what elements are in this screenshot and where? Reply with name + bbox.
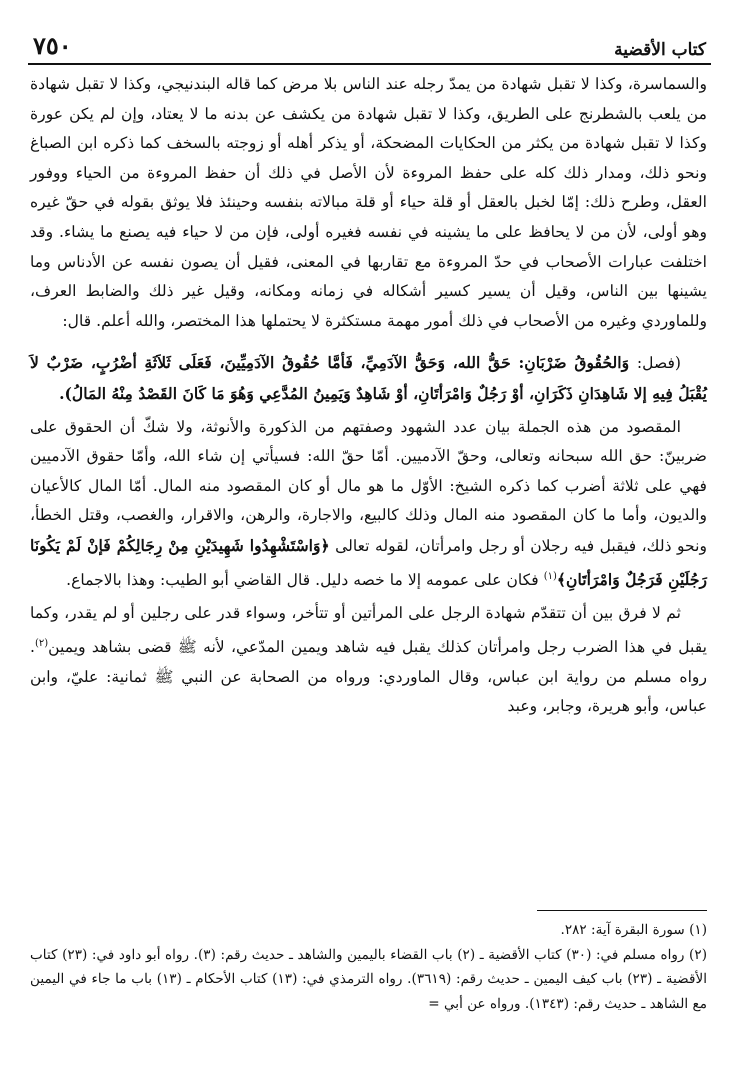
footnotes <box>30 918 707 1016</box>
page-number: ٧٥٠ <box>33 31 72 60</box>
page-header <box>33 26 706 60</box>
quran-verse: ﴿وَاسْتَشْهِدُوا شَهِيدَيْنِ مِنْ رِجَالِكُمْ فَإنْ لَمْ يَكُونَا رَجُلَيْنِ فَرَجُلٌ وَامْرَأتَانِ﴾ <box>30 535 707 589</box>
main-text <box>30 70 707 722</box>
paragraph-1: والسماسرة، وكذا لا تقبل شهادة من يمدّ رجله عند الناس بلا مرض كما قاله البندنيجي، وكذا لا تقبل شهادة من يلعب بالشطرنج على الطريق، وكذا لا تقبل شهادة من يكشف عن بدنه ما لا يعتاد، وإن لم يكن عورة وكذا لا تقبل شهادة من يكثر من الحكايات المضحكة، أو يذكر أهله أو زوجته بالسخف كما ذكره ابن الصباغ ونحو ذلك، ومدار ذلك كله على حفظ المروءة لأن الأصل في ذلك أن حفظ المروءة من الحياء ووفور العقل، وطرح ذلك: إمّا لخبل بالعقل أو قلة حياء أو قلة مبالاته بنفسه وحينئذ فلا يوثق بقوله في حقّ غيره وهو أولى، لأن من لا يحافظ على ما يشينه في نفسه فغيره أولى، فإن من لا حياء فيه يصنع ما يشاء. وقد اختلفت عبارات الأصحاب في حدّ المروءة مع تقاربها في المعنى، فقيل أن يصون نفسه عن الأدناس وما يشينها بين الناس، وقيل أن يسير كسير أشكاله في زمانه ومكانه، وقيل غير ذلك والضابط العرف، وللماوردي وغيره من الأصحاب في ذلك أمور مهمة مستكثرة لا يحتملها هذا المختصر، والله أعلم. قال: <box>30 75 707 330</box>
paragraph-3-text: ثم لا فرق بين أن تتقدّم شهادة الرجل على المرأتين أو تتأخر، وسواء قدر على رجلين أو لم يقدر، وكما يقبل في هذا الضرب رجل وامرأتان كذلك يقبل فيه شاهد ويمين المدّعي، لأنه ﷺ قضى بشاهد ويمين <box>30 604 707 657</box>
footnote-2: (٢) رواه مسلم في: (٣٠) كتاب الأقضية ـ (٢) باب القضاء باليمين والشاهد ـ حديث رقم: (٣). رواه أبو داود في: (٢٣) كتاب الأقضية ـ (٢٣) باب كيف اليمين ـ حديث رقم: (٣٦١٩). رواه الترمذي في: (١٣) كتاب الأحكام ـ (١٣) باب ما جاء في اليمين مع الشاهد ـ حديث رقم: (١٣٤٣). ورواه عن أبي = <box>30 946 707 1012</box>
footnote-ref-1: (١) <box>543 570 557 582</box>
footnote-ref-2: (٢) <box>34 637 49 649</box>
fasl-matn <box>30 348 707 408</box>
footnote-divider <box>537 910 707 911</box>
fasl-label: (فصل: <box>636 354 681 373</box>
header-divider <box>28 63 711 65</box>
fasl-text: وَالحُقُوقُ ضَرْبَانِ: حَقُّ الله، وَحَقُّ الآدَمِيِّ، فَأمَّا حُقُوقُ الآدَمِيِّينَ، فَعَلَى ثَلاَثَةِ أضْرُبٍ، ضَرْبٌ لاَ يُقْبَلُ فِيهِ إلا شَاهِدَانِ ذَكَرَانِ، أوْ رَجُلٌ وَامْرَأتَانِ، أوْ شَاهِدٌ وَيَمِينُ المُدَّعِي وَهُوَ مَا كَانَ القَصْدُ مِنْهُ المَالُ). <box>30 353 707 403</box>
paragraph-2-tail: فكان على عمومه إلا ما خصه دليل. قال القاضي أبو الطيب: وهذا بالاجماع. <box>66 570 544 589</box>
paragraph-3 <box>30 599 707 722</box>
chapter-title: كتاب الأقضية <box>614 40 706 60</box>
paragraph-2-text: المقصود من هذه الجملة بيان عدد الشهود وصفتهم من الذكورة والأنوثة، ولا شكّ أن الحقوق على ضربينّ: حق الله سبحانه وتعالى، وحقّ الآدميين. أمّا حقّ الله: فسيأتي إن شاء الله، وأمّا حقوق الآدميين فهي على ثلاثة أضرب كما ذكره الشيخ: الأوّل ما هو مال أو كان المقصود منه المال. أمّا المال كالأعيان والديون، وأما ما كان المقصود منه المال وذلك كالبيع، والاجارة، والرهن، والاقرار، والغصب، وقتل الخطأ، ونحو ذلك، فيقبل فيه رجلان أو رجل وامرأتان، لقوله تعالى <box>30 417 708 555</box>
paragraph-2 <box>30 413 707 596</box>
footnote-1: (١) سورة البقرة آية: ٢٨٢. <box>560 922 707 938</box>
paragraph-3-tail: . رواه مسلم من رواية ابن عباس، وقال الماوردي: ورواه من الصحابة عن النبي ﷺ ثمانية: عليّ، وابن عباس، وأبو هريرة، وجابر، وعبد <box>30 638 707 716</box>
